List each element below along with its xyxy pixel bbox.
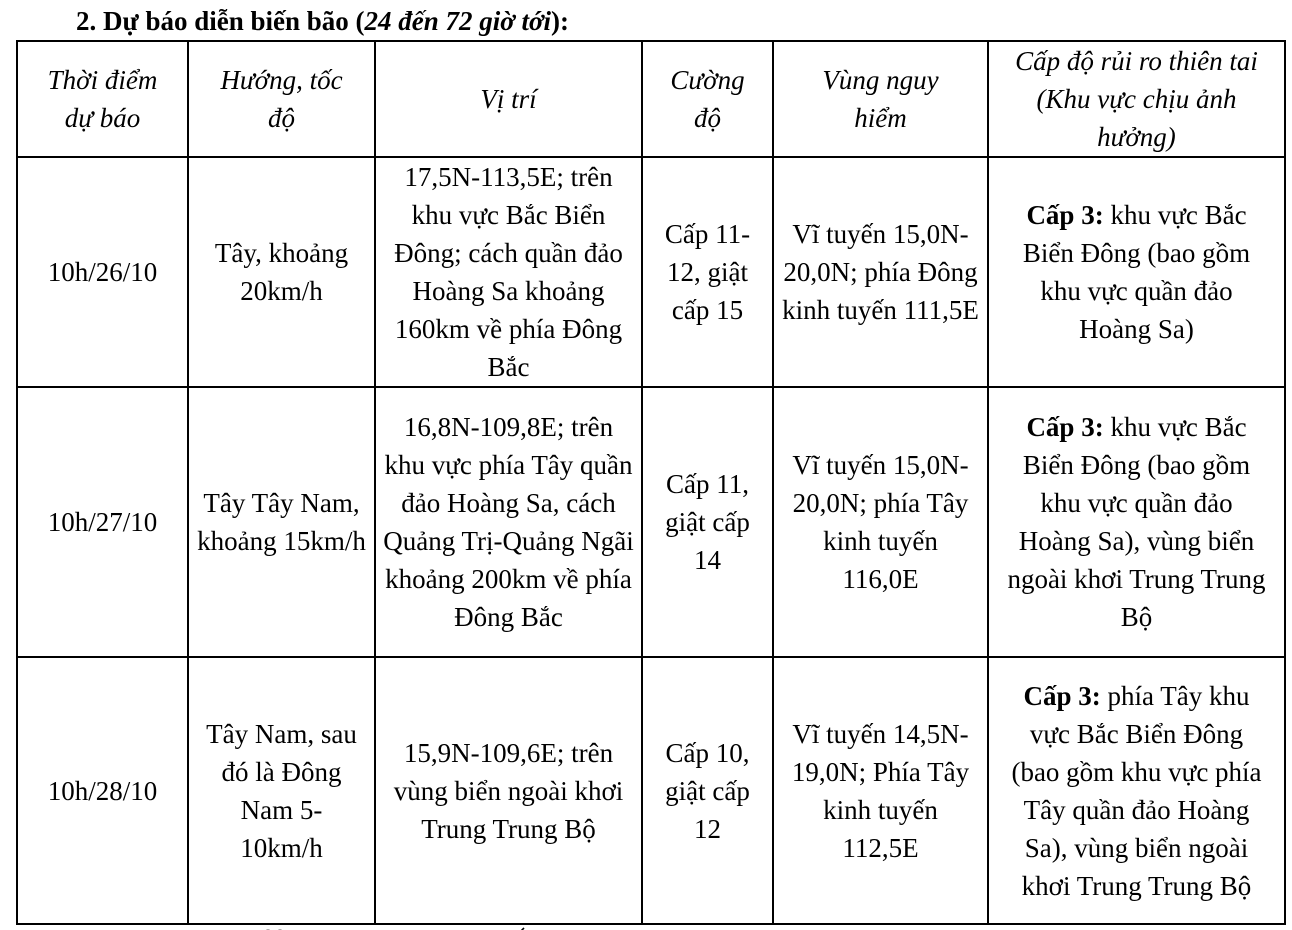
cell-risk bbox=[988, 157, 1285, 387]
cell-risk bbox=[988, 387, 1285, 657]
cell-position: 17,5N-113,5E; trên khu vực Bắc Biển Đông; cách quần đảo Hoàng Sa khoảng 160km về phía Đông Bắc bbox=[375, 157, 642, 387]
cell-position: 16,8N-109,8E; trên khu vực phía Tây quần đảo Hoàng Sa, cách Quảng Trị-Quảng Ngãi khoảng 200km về phía Đông Bắc bbox=[375, 387, 642, 657]
header-risk-level: Cấp độ rủi ro thiên tai (Khu vực chịu ảnh hưởng) bbox=[988, 41, 1285, 157]
cell-intensity: Cấp 11, giật cấp 14 bbox=[642, 387, 773, 657]
cell-danger-zone: Vĩ tuyến 15,0N-20,0N; phía Tây kinh tuyến 116,0E bbox=[773, 387, 988, 657]
risk-area: phía Tây khu vực Bắc Biển Đông (bao gồm khu vực phía Tây quần đảo Hoàng Sa), vùng biển ngoài khơi Trung Trung Bộ bbox=[1011, 680, 1262, 901]
table-row bbox=[17, 157, 1285, 387]
cell-intensity: Cấp 11-12, giật cấp 15 bbox=[642, 157, 773, 387]
section-heading-prefix: 2. Dự báo diễn biến bão ( bbox=[76, 6, 365, 36]
risk-area: khu vực Bắc Biển Đông (bao gồm khu vực quần đảo Hoàng Sa), vùng biển ngoài khơi Trung Trung Bộ bbox=[1007, 412, 1266, 632]
table-row bbox=[17, 387, 1285, 657]
risk-level-label: Cấp 3: bbox=[1023, 680, 1101, 711]
table-header-row bbox=[17, 41, 1285, 157]
cell-time: 10h/26/10 bbox=[17, 157, 188, 387]
header-intensity: Cường độ bbox=[642, 41, 773, 157]
cell-direction: Tây, khoảng 20km/h bbox=[188, 157, 375, 387]
header-danger-zone: Vùng nguy hiểm bbox=[773, 41, 988, 157]
cutoff-next-line-fragment bbox=[250, 922, 550, 930]
cell-intensity: Cấp 10, giật cấp 12 bbox=[642, 657, 773, 924]
cell-direction: Tây Tây Nam, khoảng 15km/h bbox=[188, 387, 375, 657]
risk-level-label: Cấp 3: bbox=[1026, 412, 1104, 442]
cell-position: 15,9N-109,6E; trên vùng biển ngoài khơi Trung Trung Bộ bbox=[375, 657, 642, 924]
risk-area: khu vực Bắc Biển Đông (bao gồm khu vực quần đảo Hoàng Sa) bbox=[1022, 200, 1251, 344]
cell-danger-zone: Vĩ tuyến 15,0N-20,0N; phía Đông kinh tuyến 111,5E bbox=[773, 157, 988, 387]
section-heading-suffix: ): bbox=[551, 6, 569, 36]
section-heading-range: 24 đến 72 giờ tới bbox=[364, 6, 551, 36]
cell-risk bbox=[988, 657, 1285, 924]
section-heading bbox=[76, 4, 569, 38]
cell-time: 10h/27/10 bbox=[17, 387, 188, 657]
table-row bbox=[17, 657, 1285, 924]
risk-level-label: Cấp 3: bbox=[1026, 200, 1104, 230]
header-position: Vị trí bbox=[375, 41, 642, 157]
cell-direction: Tây Nam, sau đó là Đông Nam 5-10km/h bbox=[188, 657, 375, 924]
cell-danger-zone: Vĩ tuyến 14,5N-19,0N; Phía Tây kinh tuyến 112,5E bbox=[773, 657, 988, 924]
header-forecast-time: Thời điểm dự báo bbox=[17, 41, 188, 157]
header-direction-speed: Hướng, tốc độ bbox=[188, 41, 375, 157]
cell-time: 10h/28/10 bbox=[17, 657, 188, 924]
storm-forecast-table bbox=[16, 40, 1286, 925]
